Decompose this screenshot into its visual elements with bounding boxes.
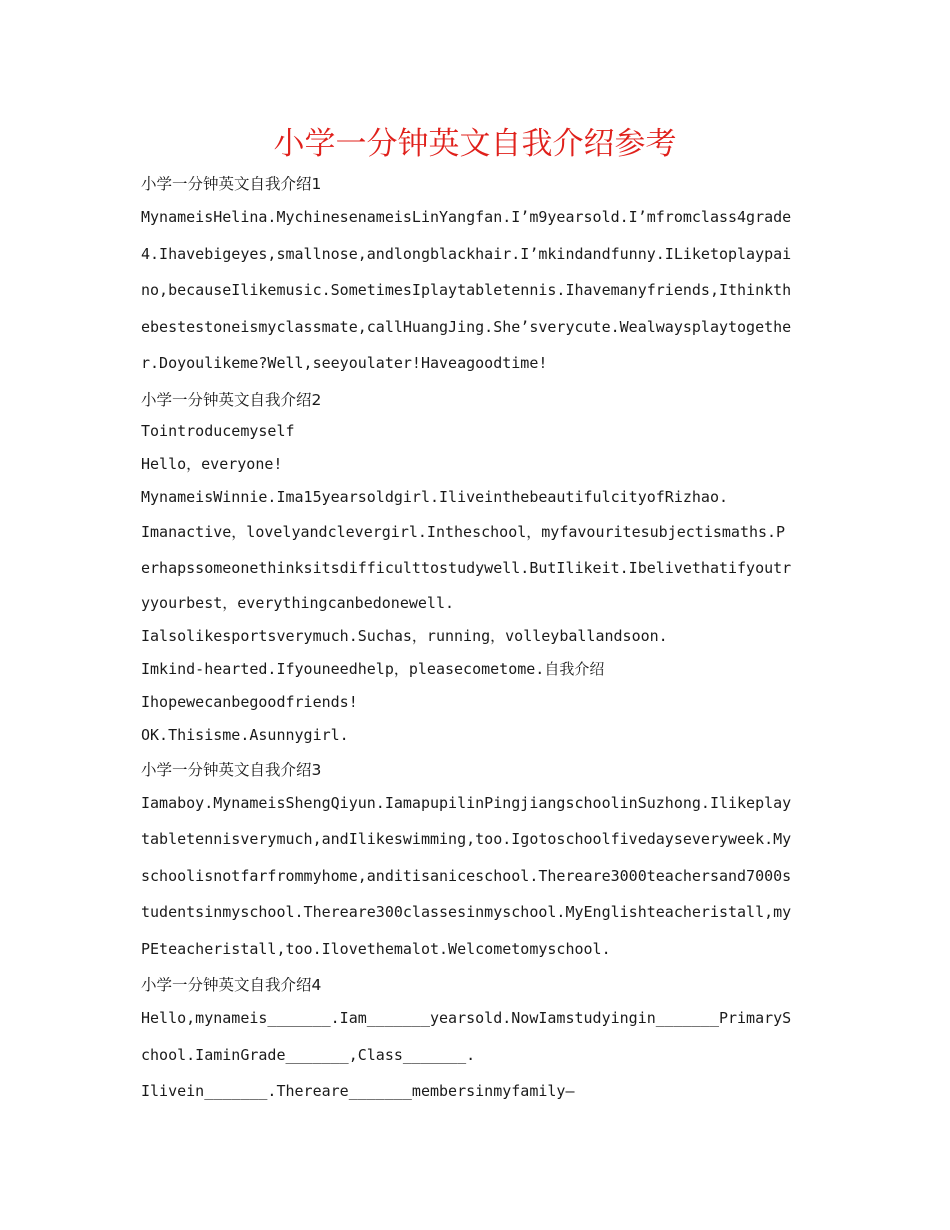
paragraph-line: MynameisHelina.MychinesenameisLinYangfan.I’m9yearsold.I’mfromclass4grade — [141, 208, 792, 226]
section-heading: 小学一分钟英文自我介绍4 — [141, 976, 322, 994]
document-body — [141, 166, 811, 1110]
section-heading: 小学一分钟英文自我介绍2 — [141, 390, 322, 409]
paragraph-line: Hello,mynameis_______.Iam_______yearsold.NowIamstudyingin_______PrimaryS — [141, 1009, 792, 1027]
paragraph-line: ebestestoneismyclassmate,callHuangJing.She’sverycute.Wealwaysplaytogethe — [141, 317, 792, 336]
paragraph-line: schoolisnotfarfrommyhome,anditisaniceschool.Thereare3000teachersand7000s — [141, 866, 792, 885]
paragraph-line: no,becauseIlikemusic.SometimesIplaytabletennis.Ihavemanyfriends,Ithinkth — [141, 281, 792, 299]
paragraph-line: tudentsinmyschool.Thereare300classesinmyschool.MyEnglishteacheristall,my — [141, 903, 792, 921]
paragraph-line: OK.Thisisme.Asunnygirl. — [141, 725, 349, 744]
paragraph-line: Imkind-hearted.Ifyouneedhelp，pleasecometome.自我介绍 — [141, 659, 605, 678]
paragraph-line: PEteacheristall,too.Ilovethemalot.Welcometomyschool. — [141, 939, 611, 958]
section-heading: 小学一分钟英文自我介绍3 — [141, 760, 322, 779]
paragraph-line: erhapssomeonethinksitsdifficulttostudywell.ButIlikeit.Ibelivethatifyoutr — [141, 559, 792, 577]
paragraph-line: Hello，everyone! — [141, 454, 283, 473]
paragraph-line: Tointroducemyself — [141, 421, 295, 440]
paragraph-line: tabletennisverymuch,andIlikeswimming,too.Igotoschoolfivedayseveryweek.My — [141, 830, 792, 848]
paragraph-line: Ialsolikesportsverymuch.Suchas，running，volleyballandsoon. — [141, 626, 668, 645]
paragraph-line: Imanactive，lovelyandclevergirl.Intheschool，myfavouritesubjectismaths.P — [141, 522, 786, 541]
paragraph-line: 4.Ihavebigeyes,smallnose,andlongblackhair.I’mkindandfunny.ILiketoplaypai — [141, 244, 792, 263]
paragraph-line: Ihopewecanbegoodfriends! — [141, 692, 358, 711]
paragraph-line: MynameisWinnie.Ima15yearsoldgirl.IliveinthebeautifulcityofRizhao. — [141, 487, 728, 506]
paragraph-line: chool.IaminGrade_______,Class_______. — [141, 1045, 476, 1064]
paragraph-line: Iamaboy.MynameisShengQiyun.IamapupilinPingjiangschoolinSuzhong.Ilikeplay — [141, 793, 792, 812]
paragraph-line: r.Doyoulikeme?Well,seeyoulater!Haveagoodtime! — [141, 354, 548, 372]
paragraph-line: Ilivein_______.Thereare_______membersinmyfamily— — [141, 1082, 575, 1100]
paragraph-line: yyourbest，everythingcanbedonewell. — [141, 593, 455, 612]
section-heading: 小学一分钟英文自我介绍1 — [141, 175, 322, 193]
document-title: 小学一分钟英文自我介绍参考 — [273, 126, 677, 162]
